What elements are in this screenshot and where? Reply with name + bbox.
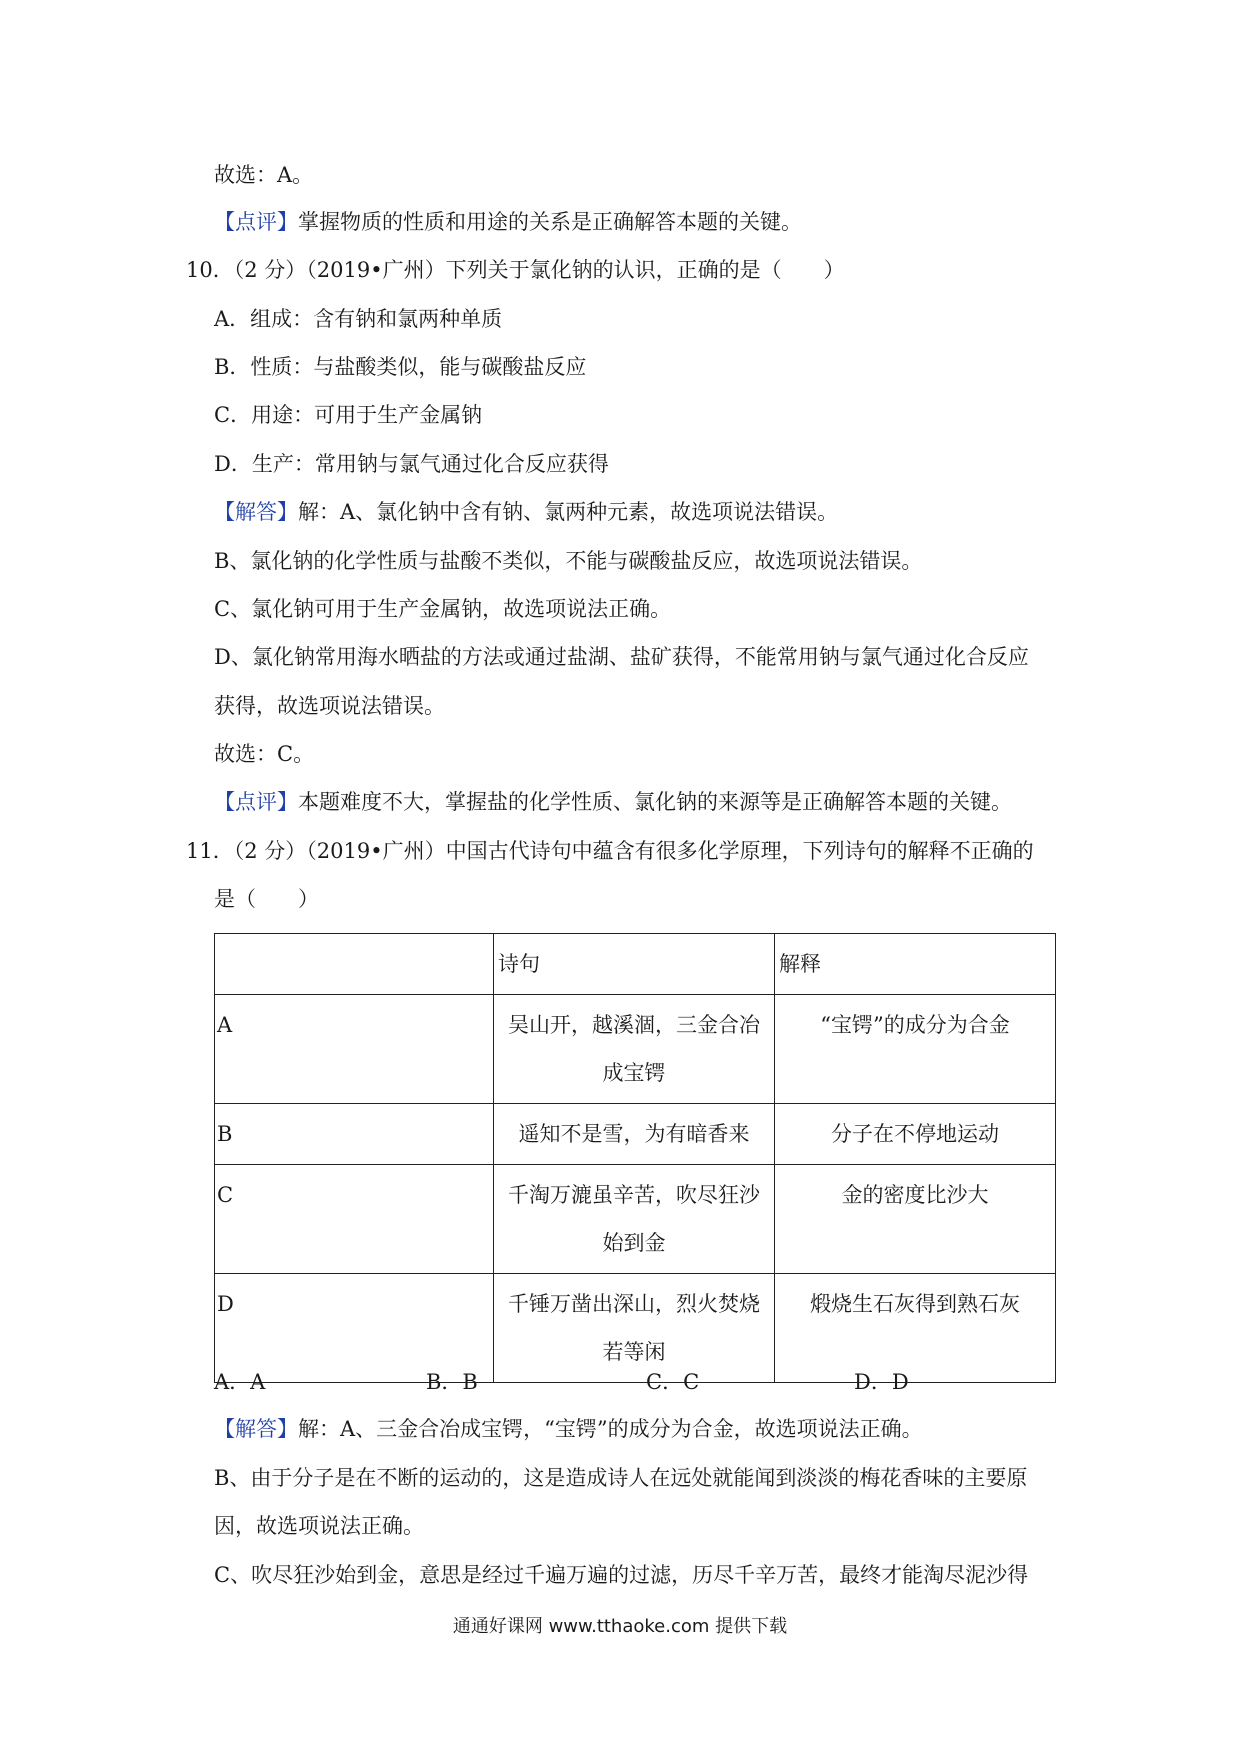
answer-choice-9: 故选：A。 (214, 163, 314, 187)
table-row (215, 1274, 1056, 1383)
answer-11-b-line2: 因，故选项说法正确。 (214, 1514, 424, 1538)
review-tag: 【点评】 (214, 210, 298, 234)
answer-10-d-line1: D、氯化钠常用海水晒盐的方法或通过盐湖、盐矿获得，不能常用钠与氯气通过化合反应 (214, 645, 1029, 669)
answer-10-d-line2: 获得，故选项说法错误。 (214, 694, 445, 718)
table-row-poem: 吴山开，越溪涸，三金合冶 成宝锷 (494, 995, 775, 1104)
review-9 (214, 208, 802, 236)
review-text: 掌握物质的性质和用途的关系是正确解答本题的关键。 (298, 210, 802, 234)
table-row (215, 1104, 1056, 1165)
table-row-explanation: 金的密度比沙大 (775, 1165, 1056, 1274)
table-header-row (215, 934, 1056, 995)
answer-tag: 【解答】 (214, 500, 298, 524)
question-10-option-a: A．组成：含有钠和氯两种单质 (214, 307, 503, 331)
table-header-poem: 诗句 (494, 934, 775, 995)
review-text: 本题难度不大，掌握盐的化学性质、氯化钠的来源等是正确解答本题的关键。 (298, 790, 1012, 814)
answer-10-c: C、氯化钠可用于生产金属钠，故选项说法正确。 (214, 597, 672, 621)
option-a: A．A (214, 1370, 266, 1394)
table-row-label: A (215, 995, 494, 1104)
review-10 (214, 788, 1012, 816)
answer-11-c-line1: C、吹尽狂沙始到金，意思是经过千遍万遍的过滤，历尽千辛万苦，最终才能淘尽泥沙得 (214, 1563, 1029, 1587)
table-row-explanation: 分子在不停地运动 (775, 1104, 1056, 1165)
answer-text: 解：A、三金合冶成宝锷，“宝锷”的成分为合金，故选项说法正确。 (298, 1417, 923, 1441)
table-row-label: B (215, 1104, 494, 1165)
answer-11-a (214, 1415, 923, 1443)
answer-11-b-line1: B、由于分子是在不断的运动的，这是造成诗人在远处就能闻到淡淡的梅花香味的主要原 (214, 1466, 1028, 1490)
answer-tag: 【解答】 (214, 1417, 298, 1441)
table-header-explanation: 解释 (775, 934, 1056, 995)
table-row (215, 1165, 1056, 1274)
option-b: B．B (426, 1370, 478, 1394)
question-10-stem: 10．（2 分）（2019•广州）下列关于氯化钠的认识，正确的是（ ） (186, 258, 845, 282)
question-10-option-b: B．性质：与盐酸类似，能与碳酸盐反应 (214, 355, 587, 379)
question-11-stem-line2: 是（ ） (214, 887, 319, 911)
table-row-label: C (215, 1165, 494, 1274)
page-footer: 通通好课网 www.tthaoke.com 提供下载 (452, 1616, 788, 1637)
option-c: C．C (646, 1370, 700, 1394)
review-tag: 【点评】 (214, 790, 298, 814)
question-10-option-c: C．用途：可用于生产金属钠 (214, 403, 483, 427)
poem-table (214, 933, 1056, 1383)
table-row-explanation: 煅烧生石灰得到熟石灰 (775, 1274, 1056, 1383)
table-row-poem: 千锤万凿出深山，烈火焚烧 若等闲 (494, 1274, 775, 1383)
table-row-poem: 千淘万漉虽辛苦，吹尽狂沙 始到金 (494, 1165, 775, 1274)
answer-text: 解：A、氯化钠中含有钠、氯两种元素，故选项说法错误。 (298, 500, 839, 524)
table-row-label: D (215, 1274, 494, 1383)
question-10-option-d: D．生产：常用钠与氯气通过化合反应获得 (214, 452, 609, 476)
option-d: D．D (854, 1370, 909, 1394)
table-row (215, 995, 1056, 1104)
table-row-poem: 遥知不是雪，为有暗香来 (494, 1104, 775, 1165)
question-11-stem-line1: 11．（2 分）（2019•广州）中国古代诗句中蕴含有很多化学原理，下列诗句的解释不正确的 (186, 839, 1034, 863)
answer-choice-10: 故选：C。 (214, 742, 315, 766)
answer-10-b: B、氯化钠的化学性质与盐酸不类似，不能与碳酸盐反应，故选项说法错误。 (214, 549, 923, 573)
answer-10-a (214, 498, 838, 526)
table-row-explanation: “宝锷”的成分为合金 (775, 995, 1056, 1104)
table-header-label (215, 934, 494, 995)
